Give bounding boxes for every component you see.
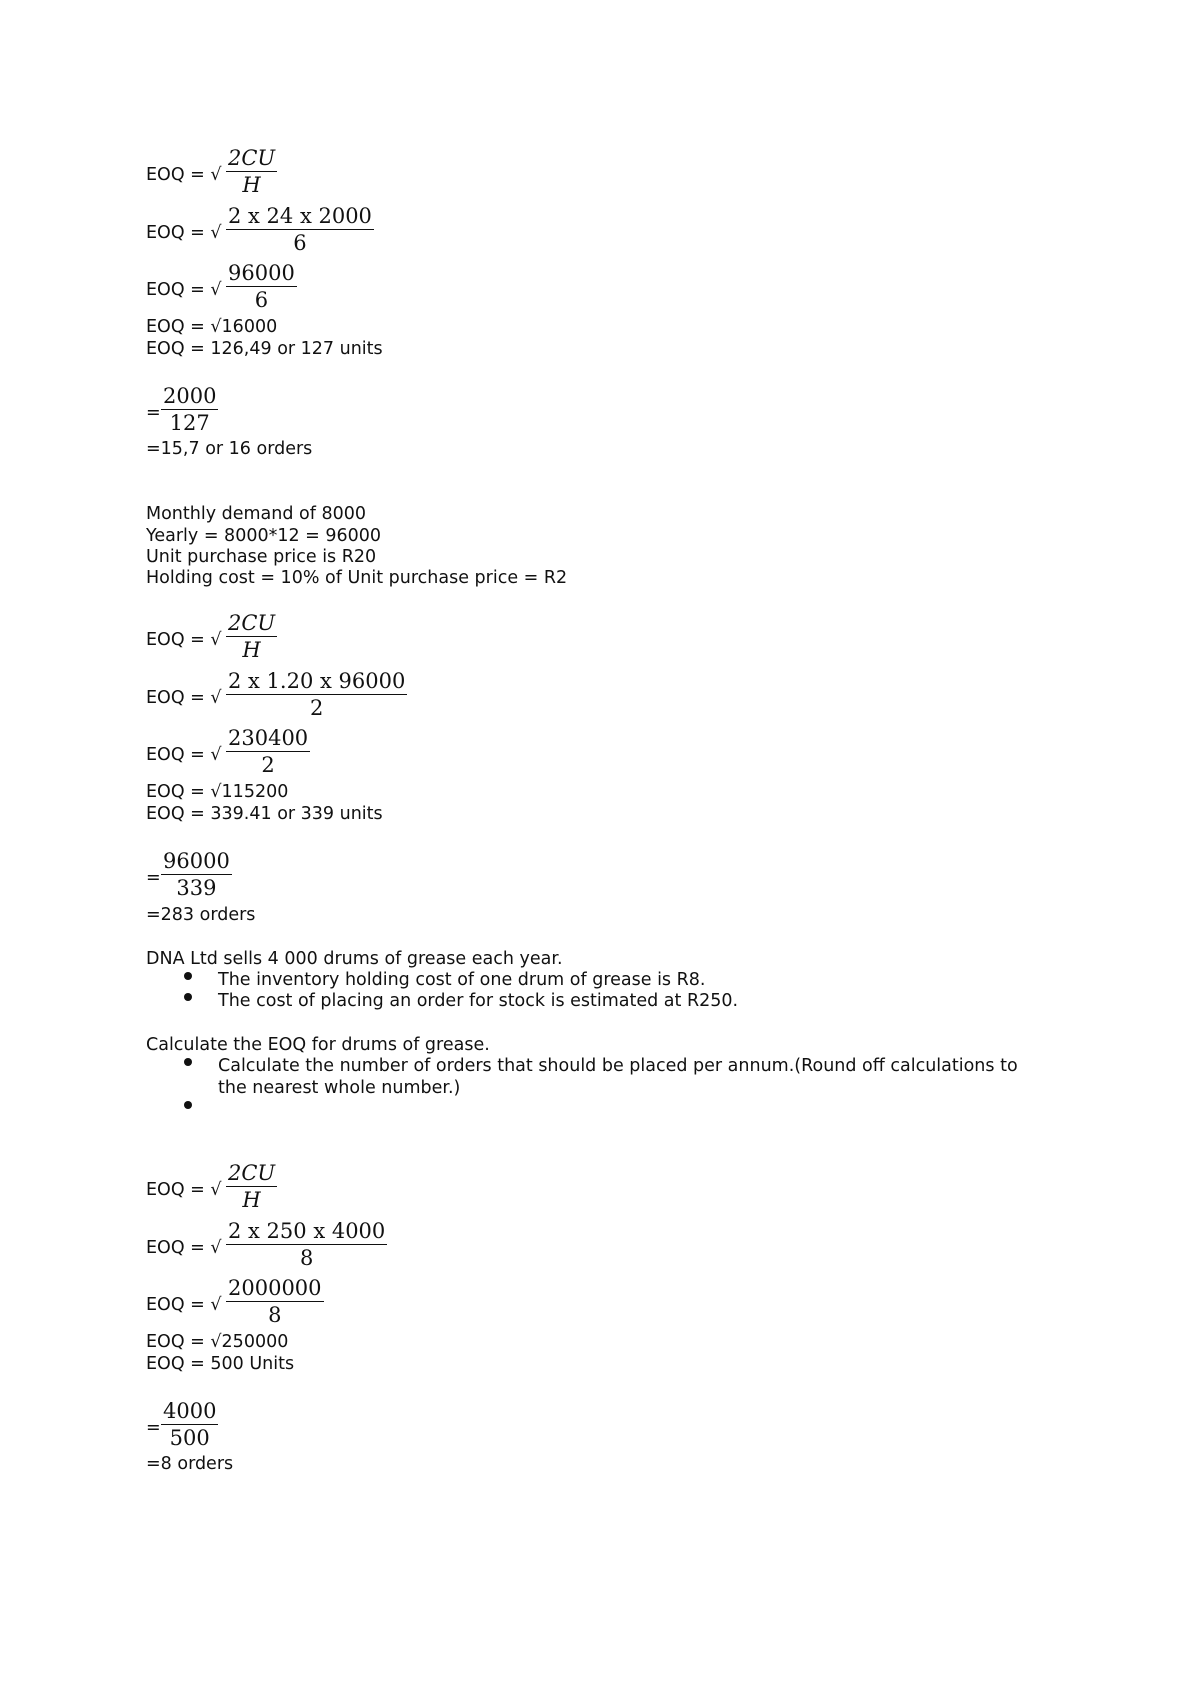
eoq-root: EOQ = √16000 (146, 317, 278, 337)
eoq-label: EOQ = √ (146, 1295, 222, 1315)
eoq-result: EOQ = 500 Units (146, 1354, 295, 1374)
eoq-label: EOQ = √ (146, 223, 222, 243)
fraction (226, 610, 277, 664)
fraction (226, 1275, 324, 1329)
eoq-label: EOQ = √ (146, 688, 222, 708)
numerator: 2000000 (228, 1276, 322, 1300)
eoq-label: EOQ = √ (146, 1180, 222, 1200)
eoq-result: EOQ = 126,49 or 127 units (146, 339, 383, 359)
numerator: 2CU (228, 146, 276, 170)
denominator: 6 (254, 288, 269, 312)
denominator: 127 (169, 411, 210, 435)
bullet-icon (184, 1101, 192, 1109)
numerator: 2CU (228, 611, 276, 635)
fraction (226, 260, 297, 314)
orders-result: =15,7 or 16 orders (146, 439, 313, 459)
denominator: 500 (169, 1426, 210, 1450)
numerator: 2 x 250 x 4000 (228, 1219, 386, 1243)
fraction (226, 1160, 277, 1214)
orders-result: =8 orders (146, 1454, 234, 1474)
equals-sign: = (146, 868, 161, 888)
denominator: 8 (299, 1246, 314, 1270)
eoq-root: EOQ = √250000 (146, 1332, 289, 1352)
fraction (226, 725, 310, 779)
fraction (226, 145, 277, 199)
given-yearly: Yearly = 8000*12 = 96000 (146, 526, 382, 546)
fraction (161, 1398, 218, 1452)
bullet-icon (184, 993, 192, 1001)
fraction (161, 848, 232, 902)
bullet-holding-cost: The inventory holding cost of one drum of grease is R8. (218, 970, 706, 990)
denominator: 339 (176, 876, 217, 900)
equals-sign: = (146, 1418, 161, 1438)
denominator: 2 (309, 696, 324, 720)
bullet-icon (184, 972, 192, 980)
given-holding-cost: Holding cost = 10% of Unit purchase price = R2 (146, 568, 568, 588)
denominator: 8 (268, 1303, 282, 1327)
numerator: 230400 (228, 726, 309, 750)
task-heading: Calculate the EOQ for drums of grease. (146, 1035, 490, 1055)
numerator: 2 x 24 x 2000 (228, 204, 372, 228)
eoq-root: EOQ = √115200 (146, 782, 289, 802)
fraction (226, 668, 407, 722)
eoq-label: EOQ = √ (146, 165, 222, 185)
denominator: H (242, 638, 261, 662)
numerator: 2000 (163, 384, 217, 408)
fraction (226, 203, 374, 257)
numerator: 2 x 1.20 x 96000 (228, 669, 406, 693)
bullet-icon (184, 1058, 192, 1066)
orders-result: =283 orders (146, 905, 256, 925)
denominator: H (242, 173, 261, 197)
numerator: 4000 (163, 1399, 217, 1423)
fraction (161, 383, 218, 437)
denominator: H (242, 1188, 261, 1212)
fraction (226, 1218, 387, 1272)
numerator: 2CU (228, 1161, 276, 1185)
equals-sign: = (146, 403, 161, 423)
numerator: 96000 (163, 849, 230, 873)
eoq-label: EOQ = √ (146, 1238, 222, 1258)
eoq-label: EOQ = √ (146, 280, 222, 300)
given-demand: Monthly demand of 8000 (146, 504, 367, 524)
denominator: 6 (293, 231, 307, 255)
denominator: 2 (261, 753, 275, 777)
bullet-task-line1: Calculate the number of orders that should be placed per annum.(Round off calculations to (218, 1056, 1018, 1076)
bullet-task-line2: the nearest whole number.) (218, 1078, 461, 1098)
problem-intro: DNA Ltd sells 4 000 drums of grease each year. (146, 949, 563, 969)
given-price: Unit purchase price is R20 (146, 547, 377, 567)
eoq-result: EOQ = 339.41 or 339 units (146, 804, 383, 824)
bullet-order-cost: The cost of placing an order for stock is estimated at R250. (218, 991, 739, 1011)
eoq-label: EOQ = √ (146, 630, 222, 650)
eoq-label: EOQ = √ (146, 745, 222, 765)
numerator: 96000 (228, 261, 295, 285)
